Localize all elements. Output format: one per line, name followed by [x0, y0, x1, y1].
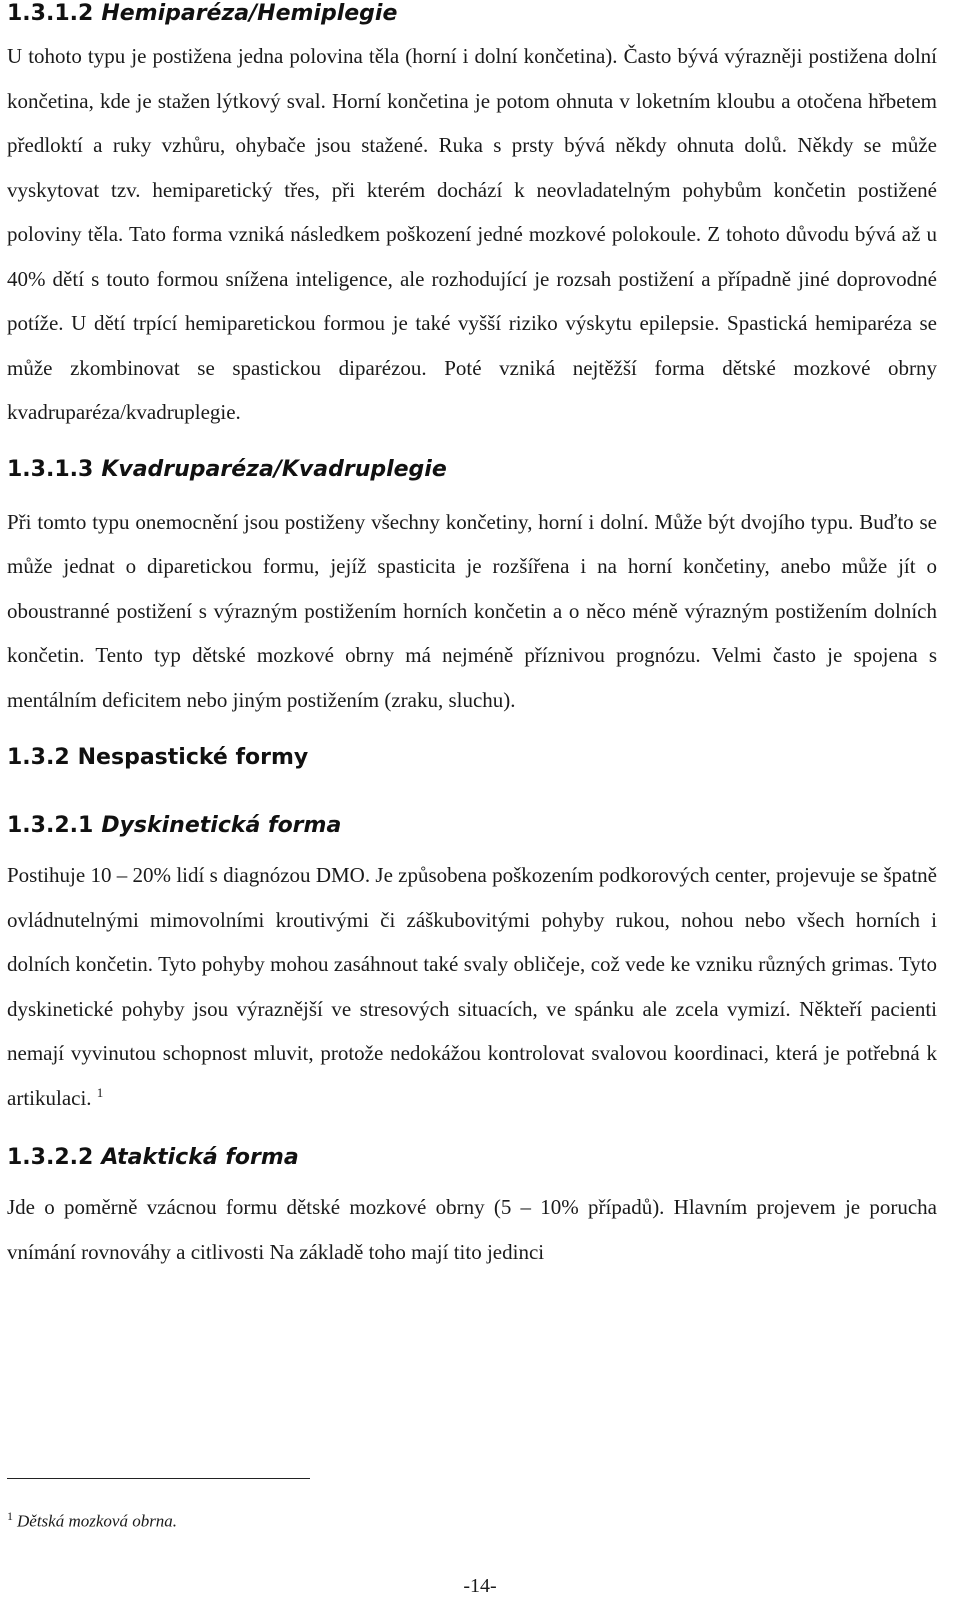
footnote-divider	[7, 1478, 310, 1479]
section-number: 1.3.1.2	[7, 1, 94, 26]
section-number: 1.3.2	[7, 745, 70, 770]
paragraph-dyskinetic	[7, 853, 937, 1120]
paragraph-dyskinetic-text: Postihuje 10 – 20% lidí s diagnózou DMO. Je způsobena poškozením podkorových center, projevuje se špatně ovládnutelnými mimovolními kroutivými či záškubovitými pohyby rukou, nohou nebo všech horních i dolních končetin. Tyto pohyby mohou zasáhnout také svaly obličeje, což vede ke vzniku různých grimas. Tyto dyskinetické pohyby jsou výraznější ve stresových situacích, ve spánku ale zcela vymizí. Někteří pacienti nemají vyvinutou schopnost mluvit, protože nedokážou kontrolovat svalovou koordinaci, která je potřebná k artikulaci.	[7, 863, 937, 1110]
section-number: 1.3.2.2	[7, 1145, 94, 1170]
footnote	[7, 1505, 177, 1533]
section-title: Nespastické formy	[77, 745, 309, 770]
footnote-marker: 1	[7, 1509, 13, 1523]
document-page	[7, 0, 937, 1274]
section-heading-ataxic	[7, 1144, 937, 1172]
section-title: Dyskinetická forma	[101, 813, 342, 838]
section-heading-dyskinetic	[7, 812, 937, 840]
section-title: Ataktická forma	[101, 1145, 299, 1170]
footnote-text: Dětská mozková obrna.	[17, 1511, 178, 1531]
section-title: Kvadruparéza/Kvadruplegie	[101, 456, 447, 482]
footnote-reference[interactable]: 1	[96, 1084, 104, 1100]
page-number: -14-	[463, 1575, 497, 1597]
section-title: Hemiparéza/Hemiplegie	[101, 1, 398, 26]
section-number: 1.3.2.1	[7, 813, 94, 838]
section-heading-nonspastic	[7, 744, 937, 772]
section-number: 1.3.1.3	[7, 456, 94, 482]
section-heading-hemiparesis	[7, 0, 937, 28]
paragraph-ataxic: Jde o poměrně vzácnou formu dětské mozkové obrny (5 – 10% případů). Hlavním projevem je porucha vnímání rovnováhy a citlivosti Na základě toho mají tito jedinci	[7, 1195, 937, 1264]
paragraph-quadriparesis: Při tomto typu onemocnění jsou postiženy všechny končetiny, horní i dolní. Může být dvojího typu. Buďto se může jednat o diparetickou formu, jejíž spasticita je rozšířena i na horní končetiny, anebo může jít o oboustranné postižení s výrazným postižením horních končetin a o něco méně výrazným postižením dolních končetin. Tento typ dětské mozkové obrny má nejméně příznivou prognózu. Velmi často je spojena s mentálním deficitem nebo jiným postižením (zraku, sluchu).	[7, 509, 937, 712]
paragraph-hemiparesis: U tohoto typu je postižena jedna polovina těla (horní i dolní končetina). Často bývá výrazněji postižena dolní končetina, kde je stažen lýtkový sval. Horní končetina je potom ohnuta v loketním kloubu a otočena hřbetem předloktí a ruky vzhůru, ohybače jsou stažené. Ruka s prsty bývá někdy ohnuta dolů. Někdy se může vyskytovat tzv. hemiparetický třes, při kterém dochází k neovladatelným pohybům končetin postižené poloviny těla. Tato forma vzniká následkem poškození jedné mozkové polokoule. Z tohoto důvodu bývá až u 40% dětí s touto formou snížena inteligence, ale rozhodující je rozsah postižení a případně jiné doprovodné potíže. U dětí trpící hemiparetickou formou je také vyšší riziko výskytu epilepsie. Spastická hemiparéza se může zkombinovat se spastickou diparézou. Poté vzniká nejtěžší forma dětské mozkové obrny kvadruparéza/kvadruplegie.	[7, 44, 937, 424]
section-heading-quadriparesis	[7, 456, 937, 484]
